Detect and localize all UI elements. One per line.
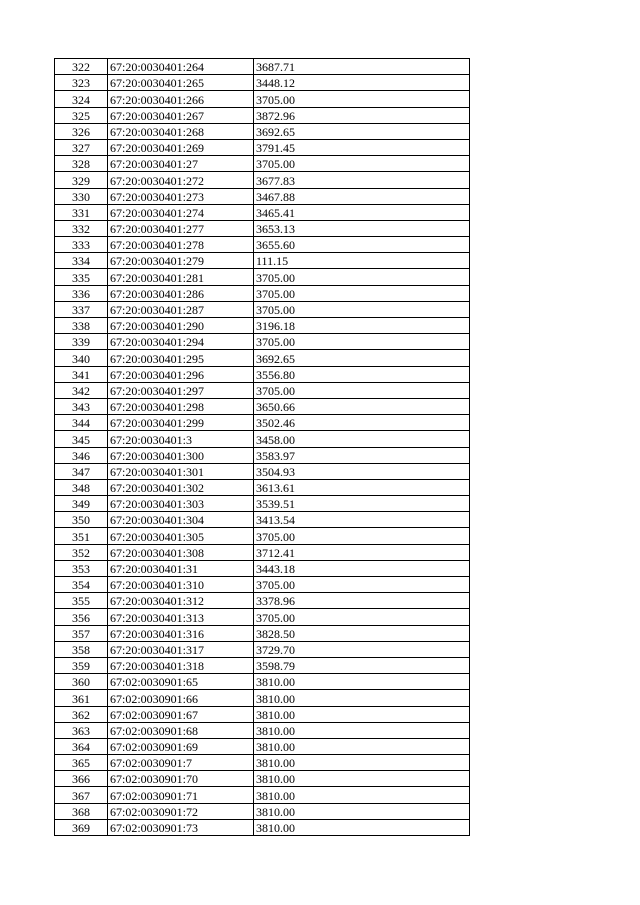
cadastral-number-cell: 67:02:0030901:65 bbox=[108, 674, 254, 690]
row-number-cell: 348 bbox=[55, 479, 108, 495]
table-row bbox=[55, 625, 470, 641]
area-value-cell: 3458.00 bbox=[254, 431, 470, 447]
table-row bbox=[55, 593, 470, 609]
row-number-cell: 334 bbox=[55, 253, 108, 269]
area-value-cell: 111.15 bbox=[254, 253, 470, 269]
table-row bbox=[55, 75, 470, 91]
cadastral-number-cell: 67:20:0030401:265 bbox=[108, 75, 254, 91]
area-value-cell: 3692.65 bbox=[254, 123, 470, 139]
row-number-cell: 336 bbox=[55, 285, 108, 301]
table-row bbox=[55, 674, 470, 690]
row-number-cell: 333 bbox=[55, 237, 108, 253]
row-number-cell: 332 bbox=[55, 220, 108, 236]
row-number-cell: 329 bbox=[55, 172, 108, 188]
row-number-cell: 366 bbox=[55, 771, 108, 787]
table-row bbox=[55, 609, 470, 625]
area-value-cell: 3705.00 bbox=[254, 285, 470, 301]
cadastral-number-cell: 67:20:0030401:272 bbox=[108, 172, 254, 188]
cadastral-number-cell: 67:20:0030401:300 bbox=[108, 447, 254, 463]
cadastral-number-cell: 67:20:0030401:299 bbox=[108, 415, 254, 431]
table-row bbox=[55, 496, 470, 512]
cadastral-number-cell: 67:20:0030401:298 bbox=[108, 398, 254, 414]
cadastral-number-cell: 67:20:0030401:301 bbox=[108, 463, 254, 479]
cadastral-number-cell: 67:20:0030401:313 bbox=[108, 609, 254, 625]
area-value-cell: 3705.00 bbox=[254, 269, 470, 285]
table-row bbox=[55, 415, 470, 431]
row-number-cell: 368 bbox=[55, 803, 108, 819]
row-number-cell: 345 bbox=[55, 431, 108, 447]
area-value-cell: 3791.45 bbox=[254, 139, 470, 155]
cadastral-number-cell: 67:20:0030401:318 bbox=[108, 657, 254, 673]
row-number-cell: 347 bbox=[55, 463, 108, 479]
cadastral-number-cell: 67:20:0030401:308 bbox=[108, 544, 254, 560]
row-number-cell: 327 bbox=[55, 139, 108, 155]
cadastral-number-cell: 67:02:0030901:73 bbox=[108, 819, 254, 835]
row-number-cell: 341 bbox=[55, 366, 108, 382]
row-number-cell: 346 bbox=[55, 447, 108, 463]
cadastral-number-cell: 67:02:0030901:66 bbox=[108, 690, 254, 706]
area-value-cell: 3705.00 bbox=[254, 91, 470, 107]
parcel-table-body bbox=[55, 59, 470, 836]
table-row bbox=[55, 269, 470, 285]
table-row bbox=[55, 657, 470, 673]
row-number-cell: 351 bbox=[55, 528, 108, 544]
cadastral-number-cell: 67:20:0030401:317 bbox=[108, 641, 254, 657]
table-row bbox=[55, 787, 470, 803]
row-number-cell: 367 bbox=[55, 787, 108, 803]
area-value-cell: 3448.12 bbox=[254, 75, 470, 91]
area-value-cell: 3828.50 bbox=[254, 625, 470, 641]
cadastral-number-cell: 67:20:0030401:304 bbox=[108, 512, 254, 528]
area-value-cell: 3378.96 bbox=[254, 593, 470, 609]
table-row bbox=[55, 447, 470, 463]
table-row bbox=[55, 528, 470, 544]
row-number-cell: 325 bbox=[55, 107, 108, 123]
table-row bbox=[55, 431, 470, 447]
table-row bbox=[55, 706, 470, 722]
table-row bbox=[55, 479, 470, 495]
area-value-cell: 3196.18 bbox=[254, 318, 470, 334]
cadastral-number-cell: 67:02:0030901:68 bbox=[108, 722, 254, 738]
cadastral-number-cell: 67:02:0030901:67 bbox=[108, 706, 254, 722]
area-value-cell: 3653.13 bbox=[254, 220, 470, 236]
cadastral-number-cell: 67:20:0030401:295 bbox=[108, 350, 254, 366]
area-value-cell: 3705.00 bbox=[254, 156, 470, 172]
row-number-cell: 342 bbox=[55, 382, 108, 398]
cadastral-number-cell: 67:20:0030401:31 bbox=[108, 560, 254, 576]
row-number-cell: 365 bbox=[55, 755, 108, 771]
cadastral-number-cell: 67:20:0030401:287 bbox=[108, 301, 254, 317]
cadastral-number-cell: 67:20:0030401:277 bbox=[108, 220, 254, 236]
table-row bbox=[55, 560, 470, 576]
cadastral-number-cell: 67:20:0030401:316 bbox=[108, 625, 254, 641]
area-value-cell: 3655.60 bbox=[254, 237, 470, 253]
row-number-cell: 353 bbox=[55, 560, 108, 576]
cadastral-number-cell: 67:20:0030401:312 bbox=[108, 593, 254, 609]
area-value-cell: 3705.00 bbox=[254, 301, 470, 317]
row-number-cell: 362 bbox=[55, 706, 108, 722]
row-number-cell: 337 bbox=[55, 301, 108, 317]
cadastral-number-cell: 67:20:0030401:267 bbox=[108, 107, 254, 123]
table-row bbox=[55, 188, 470, 204]
row-number-cell: 340 bbox=[55, 350, 108, 366]
row-number-cell: 358 bbox=[55, 641, 108, 657]
table-row bbox=[55, 91, 470, 107]
row-number-cell: 360 bbox=[55, 674, 108, 690]
table-row bbox=[55, 301, 470, 317]
row-number-cell: 343 bbox=[55, 398, 108, 414]
table-row bbox=[55, 237, 470, 253]
cadastral-number-cell: 67:20:0030401:274 bbox=[108, 204, 254, 220]
area-value-cell: 3810.00 bbox=[254, 771, 470, 787]
cadastral-number-cell: 67:20:0030401:286 bbox=[108, 285, 254, 301]
area-value-cell: 3598.79 bbox=[254, 657, 470, 673]
cadastral-number-cell: 67:20:0030401:281 bbox=[108, 269, 254, 285]
cadastral-number-cell: 67:20:0030401:273 bbox=[108, 188, 254, 204]
area-value-cell: 3810.00 bbox=[254, 803, 470, 819]
area-value-cell: 3810.00 bbox=[254, 755, 470, 771]
area-value-cell: 3712.41 bbox=[254, 544, 470, 560]
area-value-cell: 3687.71 bbox=[254, 59, 470, 75]
row-number-cell: 339 bbox=[55, 334, 108, 350]
cadastral-number-cell: 67:20:0030401:310 bbox=[108, 577, 254, 593]
table-row bbox=[55, 220, 470, 236]
table-row bbox=[55, 156, 470, 172]
row-number-cell: 328 bbox=[55, 156, 108, 172]
table-row bbox=[55, 803, 470, 819]
table-row bbox=[55, 318, 470, 334]
cadastral-number-cell: 67:02:0030901:69 bbox=[108, 738, 254, 754]
row-number-cell: 352 bbox=[55, 544, 108, 560]
row-number-cell: 356 bbox=[55, 609, 108, 625]
table-row bbox=[55, 755, 470, 771]
table-row bbox=[55, 285, 470, 301]
row-number-cell: 354 bbox=[55, 577, 108, 593]
area-value-cell: 3692.65 bbox=[254, 350, 470, 366]
row-number-cell: 322 bbox=[55, 59, 108, 75]
cadastral-number-cell: 67:20:0030401:290 bbox=[108, 318, 254, 334]
table-row bbox=[55, 690, 470, 706]
table-row bbox=[55, 738, 470, 754]
cadastral-number-cell: 67:02:0030901:70 bbox=[108, 771, 254, 787]
table-row bbox=[55, 366, 470, 382]
area-value-cell: 3810.00 bbox=[254, 738, 470, 754]
row-number-cell: 324 bbox=[55, 91, 108, 107]
area-value-cell: 3810.00 bbox=[254, 706, 470, 722]
table-row bbox=[55, 139, 470, 155]
area-value-cell: 3556.80 bbox=[254, 366, 470, 382]
area-value-cell: 3677.83 bbox=[254, 172, 470, 188]
cadastral-number-cell: 67:02:0030901:7 bbox=[108, 755, 254, 771]
row-number-cell: 361 bbox=[55, 690, 108, 706]
cadastral-number-cell: 67:20:0030401:264 bbox=[108, 59, 254, 75]
area-value-cell: 3413.54 bbox=[254, 512, 470, 528]
cadastral-number-cell: 67:20:0030401:305 bbox=[108, 528, 254, 544]
table-row bbox=[55, 382, 470, 398]
cadastral-number-cell: 67:20:0030401:268 bbox=[108, 123, 254, 139]
row-number-cell: 357 bbox=[55, 625, 108, 641]
table-row bbox=[55, 172, 470, 188]
table-row bbox=[55, 544, 470, 560]
cadastral-number-cell: 67:20:0030401:296 bbox=[108, 366, 254, 382]
parcel-table bbox=[54, 58, 470, 836]
area-value-cell: 3465.41 bbox=[254, 204, 470, 220]
cadastral-number-cell: 67:20:0030401:269 bbox=[108, 139, 254, 155]
area-value-cell: 3810.00 bbox=[254, 787, 470, 803]
area-value-cell: 3502.46 bbox=[254, 415, 470, 431]
row-number-cell: 326 bbox=[55, 123, 108, 139]
row-number-cell: 350 bbox=[55, 512, 108, 528]
table-row bbox=[55, 641, 470, 657]
cadastral-number-cell: 67:20:0030401:279 bbox=[108, 253, 254, 269]
row-number-cell: 330 bbox=[55, 188, 108, 204]
area-value-cell: 3705.00 bbox=[254, 382, 470, 398]
area-value-cell: 3650.66 bbox=[254, 398, 470, 414]
cadastral-number-cell: 67:02:0030901:72 bbox=[108, 803, 254, 819]
area-value-cell: 3705.00 bbox=[254, 334, 470, 350]
row-number-cell: 349 bbox=[55, 496, 108, 512]
table-row bbox=[55, 398, 470, 414]
table-row bbox=[55, 722, 470, 738]
area-value-cell: 3705.00 bbox=[254, 528, 470, 544]
cadastral-number-cell: 67:02:0030901:71 bbox=[108, 787, 254, 803]
table-row bbox=[55, 819, 470, 835]
cadastral-number-cell: 67:20:0030401:3 bbox=[108, 431, 254, 447]
table-row bbox=[55, 59, 470, 75]
area-value-cell: 3810.00 bbox=[254, 690, 470, 706]
row-number-cell: 323 bbox=[55, 75, 108, 91]
area-value-cell: 3705.00 bbox=[254, 609, 470, 625]
area-value-cell: 3504.93 bbox=[254, 463, 470, 479]
table-row bbox=[55, 123, 470, 139]
row-number-cell: 364 bbox=[55, 738, 108, 754]
area-value-cell: 3539.51 bbox=[254, 496, 470, 512]
area-value-cell: 3705.00 bbox=[254, 577, 470, 593]
area-value-cell: 3613.61 bbox=[254, 479, 470, 495]
cadastral-number-cell: 67:20:0030401:303 bbox=[108, 496, 254, 512]
row-number-cell: 355 bbox=[55, 593, 108, 609]
cadastral-number-cell: 67:20:0030401:294 bbox=[108, 334, 254, 350]
area-value-cell: 3810.00 bbox=[254, 674, 470, 690]
row-number-cell: 331 bbox=[55, 204, 108, 220]
table-row bbox=[55, 253, 470, 269]
cadastral-number-cell: 67:20:0030401:278 bbox=[108, 237, 254, 253]
area-value-cell: 3729.70 bbox=[254, 641, 470, 657]
row-number-cell: 335 bbox=[55, 269, 108, 285]
area-value-cell: 3467.88 bbox=[254, 188, 470, 204]
row-number-cell: 359 bbox=[55, 657, 108, 673]
cadastral-number-cell: 67:20:0030401:297 bbox=[108, 382, 254, 398]
table-row bbox=[55, 463, 470, 479]
row-number-cell: 369 bbox=[55, 819, 108, 835]
area-value-cell: 3443.18 bbox=[254, 560, 470, 576]
cadastral-number-cell: 67:20:0030401:302 bbox=[108, 479, 254, 495]
area-value-cell: 3872.96 bbox=[254, 107, 470, 123]
table-row bbox=[55, 107, 470, 123]
table-row bbox=[55, 204, 470, 220]
row-number-cell: 338 bbox=[55, 318, 108, 334]
table-row bbox=[55, 512, 470, 528]
table-row bbox=[55, 334, 470, 350]
cadastral-number-cell: 67:20:0030401:266 bbox=[108, 91, 254, 107]
table-row bbox=[55, 350, 470, 366]
row-number-cell: 363 bbox=[55, 722, 108, 738]
table-row bbox=[55, 771, 470, 787]
area-value-cell: 3583.97 bbox=[254, 447, 470, 463]
row-number-cell: 344 bbox=[55, 415, 108, 431]
area-value-cell: 3810.00 bbox=[254, 722, 470, 738]
table-row bbox=[55, 577, 470, 593]
area-value-cell: 3810.00 bbox=[254, 819, 470, 835]
cadastral-number-cell: 67:20:0030401:27 bbox=[108, 156, 254, 172]
